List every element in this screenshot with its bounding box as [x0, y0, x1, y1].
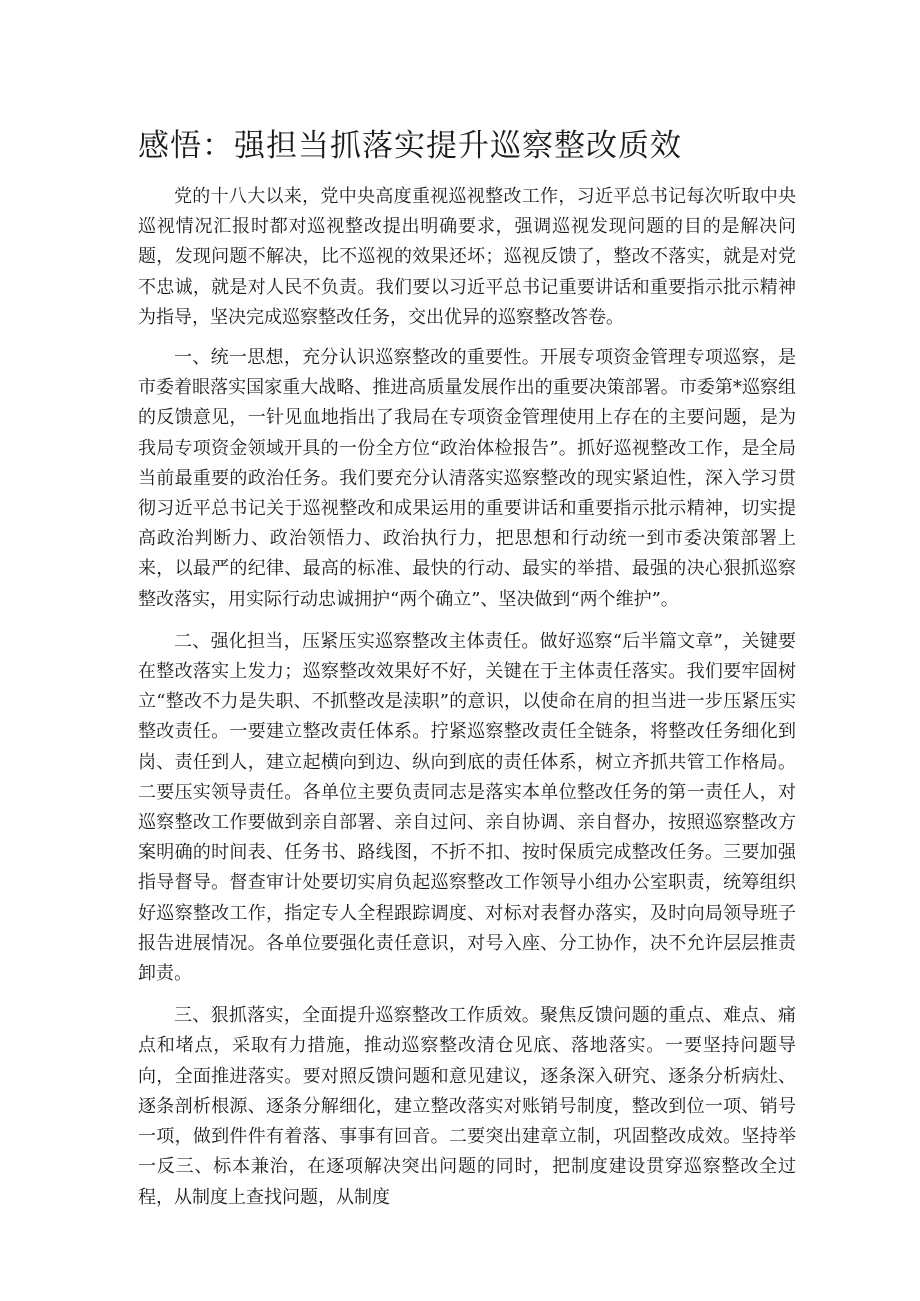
document-body [138, 182, 796, 1213]
intro-paragraph: 党的十八大以来，党中央高度重视巡视整改工作，习近平总书记每次听取中央巡视情况汇报时都对巡视整改提出明确要求，强调巡视发现问题的目的是解决问题，发现问题不解决，比不巡视的效果还坏；巡视反馈了，整改不落实，就是对党不忠诚，就是对人民不负责。我们要以习近平总书记重要讲话和重要指示批示精神为指导，坚决完成巡察整改任务，交出优异的巡察整改答卷。 [138, 186, 796, 328]
section-three-paragraph: 三、狠抓落实，全面提升巡察整改工作质效。聚焦反馈问题的重点、难点、痛点和堵点，采取有力措施，推动巡察整改清仓见底、落地落实。一要坚持问题导向，全面推进落实。要对照反馈问题和意见建议，逐条深入研究、逐条分析病灶、逐条剖析根源、逐条分解细化，建立整改落实对账销号制度，整改到位一项、销号一项，做到件件有着落、事事有回音。二要突出建章立制，巩固整改成效。坚持举一反三、标本兼治，在逐项解决突出问题的同时，把制度建设贯穿巡察整改全过程，从制度上查找问题，从制度 [138, 1005, 796, 1208]
section-two-paragraph: 二、强化担当，压紧压实巡察整改主体责任。做好巡察“后半篇文章”，关键要在整改落实上发力；巡察整改效果好不好，关键在于主体责任落实。我们要牢固树立“整改不力是失职、不抓整改是渎职”的意识，以使命在肩的担当进一步压紧压实整改责任。一要建立整改责任体系。拧紧巡察整改责任全链条，将整改任务细化到岗、责任到人，建立起横向到边、纵向到底的责任体系，树立齐抓共管工作格局。二要压实领导责任。各单位主要负责同志是落实本单位整改任务的第一责任人，对巡察整改工作要做到亲自部署、亲自过问、亲自协调、亲自督办，按照巡察整改方案明确的时间表、任务书、路线图，不折不扣、按时保质完成整改任务。三要加强指导督导。督查审计处要切实肩负起巡察整改工作领导小组办公室职责，统筹组织好巡察整改工作，指定专人全程跟踪调度、对标对表督办落实，及时向局领导班子报告进展情况。各单位要强化责任意识，对号入座、分工协作，决不允许层层推责卸责。 [138, 630, 796, 985]
document-title: 感悟：强担当抓落实提升巡察整改质效 [138, 128, 682, 164]
section-one-paragraph: 一、统一思想，充分认识巡察整改的重要性。开展专项资金管理专项巡察，是市委着眼落实国家重大战略、推进高质量发展作出的重要决策部署。市委第*巡察组的反馈意见，一针见血地指出了我局在专项资金管理使用上存在的主要问题，是为我局专项资金领域开具的一份全方位“政治体检报告”。抓好巡视整改工作，是全局当前最重要的政治任务。我们要充分认清落实巡察整改的现实紧迫性，深入学习贯彻习近平总书记关于巡视整改和成果运用的重要讲话和重要指示批示精神，切实提高政治判断力、政治领悟力、政治执行力，把思想和行动统一到市委决策部署上来，以最严的纪律、最高的标准、最快的行动、最实的举措、最强的决心狠抓巡察整改落实，用实际行动忠诚拥护“两个确立”、坚决做到“两个维护”。 [138, 347, 796, 610]
